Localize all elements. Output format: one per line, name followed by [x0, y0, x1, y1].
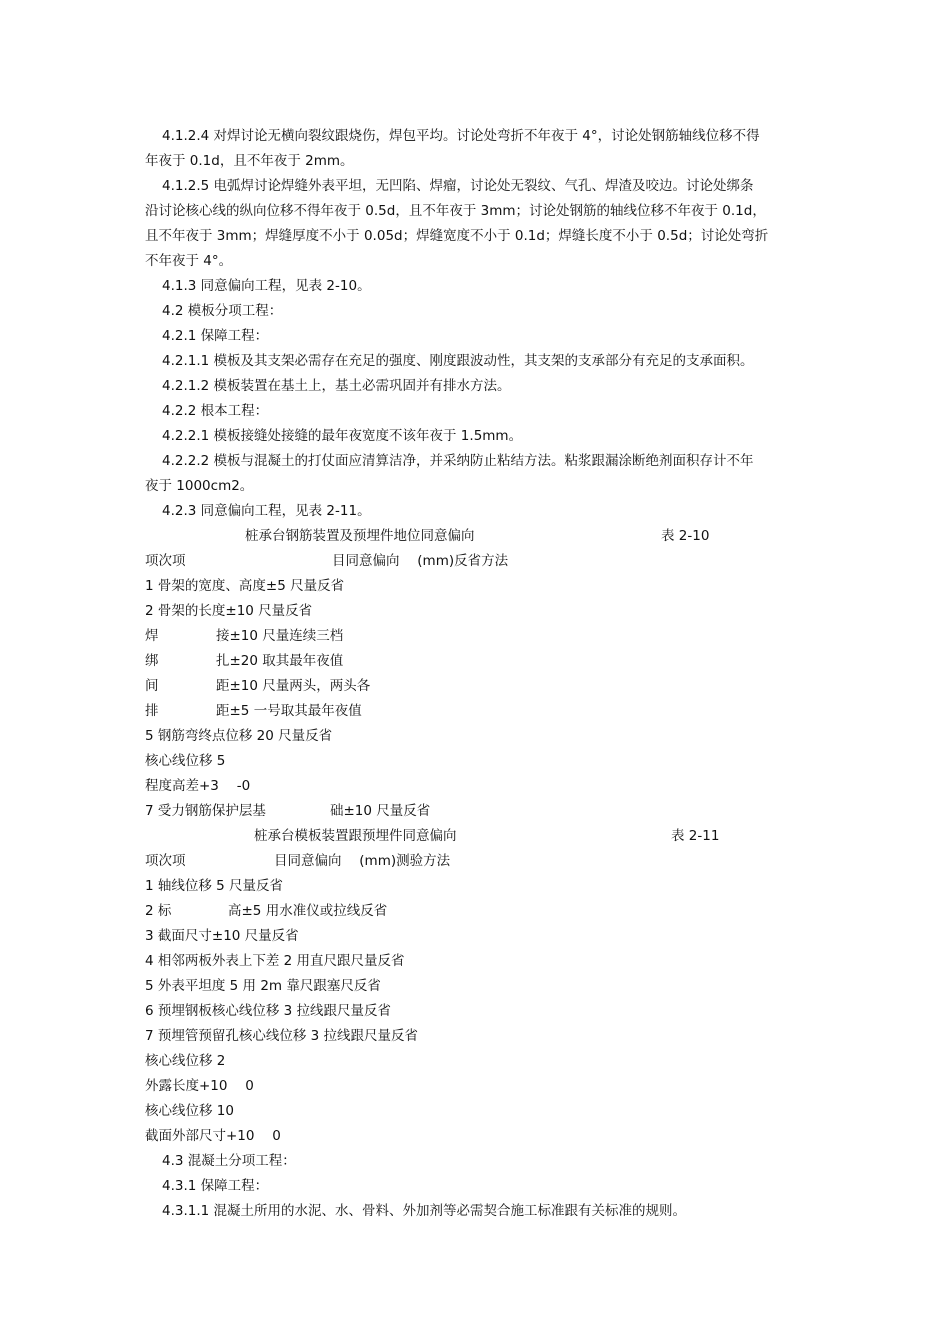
table-row: 核心线位移 5 — [145, 753, 226, 769]
paragraph-4-3-1-1: 4.3.1.1 混凝土所用的水泥、水、骨料、外加剂等必需契合施工标准跟有关标准的规则。 — [162, 1203, 687, 1219]
paragraph-4-2-2-2-line-2: 夜于 1000cm2。 — [145, 478, 254, 494]
paragraph-4-1-2-5-line-4: 不年夜于 4°。 — [145, 253, 233, 269]
table-row: 5 外表平坦度 5 用 2m 靠尺跟塞尺反省 — [145, 978, 381, 994]
table-2-10-header-col-1: 项次项 — [145, 553, 186, 569]
paragraph-4-1-2-5-line-1: 4.1.2.5 电弧焊讨论焊缝外表平坦，无凹陷、焊瘤，讨论处无裂纹、气孔、焊渣及咬边。讨论处绑条 — [162, 178, 754, 194]
heading-4-3: 4.3 混凝土分项工程： — [162, 1153, 296, 1169]
table-row-value: 距±10 尺量两头，两头各 — [216, 678, 371, 694]
paragraph-4-2-2-1: 4.2.2.1 模板接缝处接缝的最年夜宽度不该年夜于 1.5mm。 — [162, 428, 523, 444]
table-row-label: 间 — [145, 678, 159, 694]
table-row: 核心线位移 2 — [145, 1053, 226, 1069]
paragraph-4-1-3: 4.1.3 同意偏向工程，见表 2-10。 — [162, 278, 371, 294]
table-row: 1 骨架的宽度、高度±5 尺量反省 — [145, 578, 345, 594]
table-row: 外露长度+10 0 — [145, 1078, 254, 1094]
table-2-10-number: 表 2-10 — [661, 528, 710, 544]
table-row-value: 接±10 尺量连续三档 — [216, 628, 344, 644]
table-2-11-number: 表 2-11 — [671, 828, 720, 844]
table-row-label: 2 标 — [145, 903, 172, 919]
paragraph-4-2-3: 4.2.3 同意偏向工程，见表 2-11。 — [162, 503, 371, 519]
heading-4-2: 4.2 模板分项工程： — [162, 303, 283, 319]
table-row-value: 扎±20 取其最年夜值 — [216, 653, 344, 669]
table-2-11-header-col-1: 项次项 — [145, 853, 186, 869]
heading-4-3-1: 4.3.1 保障工程： — [162, 1178, 269, 1194]
paragraph-4-1-2-5-line-3: 且不年夜于 3mm；焊缝厚度不小于 0.05d；焊缝宽度不小于 0.1d；焊缝长度不小于 0.5d；讨论处弯折 — [145, 228, 769, 244]
table-row-value: 距±5 一号取其最年夜值 — [216, 703, 362, 719]
table-2-10-title: 桩承台钢筋装置及预埋件地位同意偏向 — [245, 528, 475, 544]
paragraph-4-1-2-5-line-2: 沿讨论核心线的纵向位移不得年夜于 0.5d，且不年夜于 3mm；讨论处钢筋的轴线位移不年夜于 0.1d， — [145, 203, 766, 219]
table-row-label: 焊 — [145, 628, 159, 644]
table-row-label: 绑 — [145, 653, 159, 669]
table-row: 3 截面尺寸±10 尺量反省 — [145, 928, 299, 944]
table-row: 程度高差+3 -0 — [145, 778, 251, 794]
table-row-label: 排 — [145, 703, 159, 719]
heading-4-2-2: 4.2.2 根本工程： — [162, 403, 269, 419]
table-row: 6 预埋钢板核心线位移 3 拉线跟尺量反省 — [145, 1003, 392, 1019]
heading-4-2-1: 4.2.1 保障工程： — [162, 328, 269, 344]
paragraph-4-2-2-2-line-1: 4.2.2.2 模板与混凝土的打仗面应清算洁净，并采纳防止粘结方法。粘浆跟漏涂断绝剂面积存计不年 — [162, 453, 754, 469]
paragraph-4-1-2-4-line-1: 4.1.2.4 对焊讨论无横向裂纹跟烧伤，焊包平均。讨论处弯折不年夜于 4°，讨论处钢筋轴线位移不得 — [162, 128, 760, 144]
paragraph-4-2-1-1: 4.2.1.1 模板及其支架必需存在充足的强度、刚度跟波动性，其支架的支承部分有充足的支承面积。 — [162, 353, 754, 369]
table-row-value: 础±10 尺量反省 — [330, 803, 431, 819]
table-row: 2 骨架的长度±10 尺量反省 — [145, 603, 313, 619]
table-row-value: 高±5 用水准仪或拉线反省 — [228, 903, 388, 919]
table-row: 1 轴线位移 5 尺量反省 — [145, 878, 284, 894]
table-row: 7 预埋管预留孔核心线位移 3 拉线跟尺量反省 — [145, 1028, 419, 1044]
table-2-11-header-col-2: 目同意偏向 (mm)测验方法 — [274, 853, 451, 869]
table-2-10-header-col-2: 目同意偏向 (mm)反省方法 — [332, 553, 509, 569]
table-row: 截面外部尺寸+10 0 — [145, 1128, 281, 1144]
table-row: 5 钢筋弯终点位移 20 尺量反省 — [145, 728, 333, 744]
table-row: 4 相邻两板外表上下差 2 用直尺跟尺量反省 — [145, 953, 405, 969]
paragraph-4-2-1-2: 4.2.1.2 模板装置在基土上，基土必需巩固并有排水方法。 — [162, 378, 511, 394]
table-row-label: 7 受力钢筋保护层基 — [145, 803, 266, 819]
table-2-11-title: 桩承台模板装置跟预埋件同意偏向 — [254, 828, 457, 844]
table-row: 核心线位移 10 — [145, 1103, 234, 1119]
paragraph-4-1-2-4-line-2: 年夜于 0.1d，且不年夜于 2mm。 — [145, 153, 354, 169]
